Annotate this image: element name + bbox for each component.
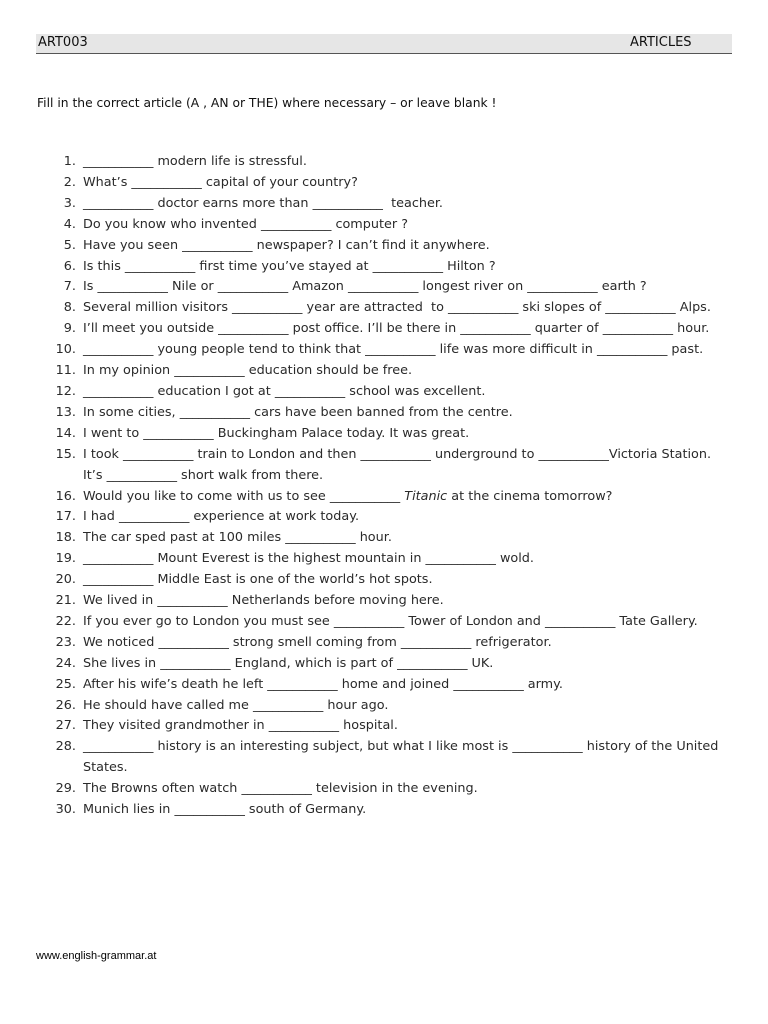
exercise-item-14 (40, 424, 740, 445)
item-sentence: They visited grandmother in ___________ hospital. (83, 718, 398, 734)
item-sentence: After his wife’s death he left ___________ home and joined ___________ army. (83, 676, 563, 692)
exercise-item-27 (40, 716, 740, 737)
item-sentence: Do you know who invented ___________ computer ? (83, 216, 409, 232)
item-number: 15. (55, 446, 76, 462)
item-sentence-start: Would you like to come with us to see ___________ (83, 488, 405, 504)
item-number: 3. (63, 195, 76, 211)
item-sentence: Several million visitors ___________ year are attracted to ___________ ski slopes of ___________ Alps. (83, 300, 711, 316)
item-number: 17. (55, 509, 76, 525)
exercise-item-19 (40, 549, 740, 570)
item-sentence-continued: States. (83, 760, 128, 776)
item-sentence: ___________ education I got at ___________ school was excellent. (83, 383, 486, 399)
item-sentence: Is this ___________ first time you’ve stayed at ___________ Hilton ? (83, 258, 496, 274)
item-sentence: ___________ doctor earns more than ___________ teacher. (83, 195, 443, 211)
item-number: 6. (63, 258, 76, 274)
item-number: 22. (55, 613, 76, 629)
item-sentence: Have you seen ___________ newspaper? I can’t find it anywhere. (83, 237, 490, 253)
exercise-item-28 (40, 737, 740, 779)
exercise-item-16 (40, 487, 740, 508)
item-number: 30. (55, 802, 76, 818)
item-sentence: I had ___________ experience at work today. (83, 509, 360, 525)
item-number: 12. (55, 383, 76, 399)
item-sentence: In some cities, ___________ cars have been banned from the centre. (83, 404, 513, 420)
item-number: 10. (55, 342, 76, 358)
exercise-item-13 (40, 403, 740, 424)
item-number: 4. (63, 216, 76, 232)
item-sentence: I took ___________ train to London and then ___________ underground to ___________Victoria Station. (83, 446, 712, 462)
item-sentence: If you ever go to London you must see ___________ Tower of London and ___________ Tate Gallery. (83, 613, 698, 629)
item-sentence: The car sped past at 100 miles ___________ hour. (83, 530, 392, 546)
exercise-item-2 (40, 173, 740, 194)
exercise-item-3 (40, 194, 740, 215)
item-number: 5. (63, 237, 76, 253)
worksheet-topic: ARTICLES (630, 35, 692, 50)
item-number: 20. (55, 572, 76, 588)
exercise-item-21 (40, 591, 740, 612)
exercise-item-23 (40, 633, 740, 654)
item-sentence: He should have called me ___________ hour ago. (83, 697, 389, 713)
item-sentence: We noticed ___________ strong smell coming from ___________ refrigerator. (83, 634, 552, 650)
exercise-item-1 (40, 152, 740, 173)
item-sentence: In my opinion ___________ education should be free. (83, 363, 413, 379)
item-number: 29. (55, 781, 76, 797)
film-title: Titanic (404, 488, 448, 504)
exercise-item-15 (40, 445, 740, 487)
item-sentence: The Browns often watch ___________ television in the evening. (83, 781, 478, 797)
exercise-item-20 (40, 570, 740, 591)
item-number: 18. (55, 530, 76, 546)
item-sentence: I’ll meet you outside ___________ post office. I’ll be there in ___________ quarter of ___________ hour. (83, 321, 710, 337)
item-sentence: ___________ young people tend to think that ___________ life was more difficult in ___________ past. (83, 342, 704, 358)
exercise-item-17 (40, 507, 740, 528)
item-number: 16. (55, 488, 76, 504)
exercise-item-29 (40, 779, 740, 800)
item-sentence: ___________ Middle East is one of the world’s hot spots. (83, 572, 433, 588)
exercise-item-10 (40, 340, 740, 361)
exercise-item-18 (40, 528, 740, 549)
item-number: 13. (55, 404, 76, 420)
item-sentence-end: at the cinema tomorrow? (447, 488, 613, 504)
item-sentence: I went to ___________ Buckingham Palace today. It was great. (83, 425, 470, 441)
item-number: 14. (55, 425, 76, 441)
item-sentence: What’s ___________ capital of your country? (83, 174, 358, 190)
item-number: 25. (55, 676, 76, 692)
item-number: 9. (63, 321, 76, 337)
exercise-item-24 (40, 654, 740, 675)
item-sentence: ___________ modern life is stressful. (83, 154, 307, 169)
exercise-item-5 (40, 236, 740, 257)
exercise-item-25 (40, 675, 740, 696)
exercise-item-30 (40, 800, 740, 821)
item-sentence: ___________ history is an interesting subject, but what I like most is ___________ history of the United (83, 739, 719, 755)
exercise-item-6 (40, 257, 740, 278)
item-sentence-continued: It’s ___________ short walk from there. (83, 467, 324, 483)
item-number: 2. (63, 174, 76, 190)
item-number: 28. (55, 739, 76, 755)
website-url: www.english-grammar.at (36, 950, 157, 962)
item-number: 19. (55, 551, 76, 567)
item-number: 8. (63, 300, 76, 316)
item-sentence: Is ___________ Nile or ___________ Amazon ___________ longest river on ___________ earth ? (83, 279, 647, 295)
item-number: 23. (55, 634, 76, 650)
item-sentence: Munich lies in ___________ south of Germany. (83, 802, 367, 818)
header-bar (36, 34, 732, 54)
exercise-item-8 (40, 298, 740, 319)
exercise-item-9 (40, 319, 740, 340)
instruction-text: Fill in the correct article (A , AN or THE) where necessary – or leave blank ! (37, 96, 497, 110)
item-number: 7. (63, 279, 76, 295)
worksheet-code: ART003 (38, 35, 88, 50)
item-number: 11. (55, 363, 76, 379)
exercise-item-7 (40, 277, 740, 298)
item-sentence: ___________ Mount Everest is the highest mountain in ___________ wold. (83, 551, 534, 567)
item-number: 21. (55, 593, 76, 609)
exercise-item-12 (40, 382, 740, 403)
item-sentence: She lives in ___________ England, which is part of ___________ UK. (83, 655, 494, 671)
item-sentence: We lived in ___________ Netherlands before moving here. (83, 593, 444, 609)
item-number: 26. (55, 697, 76, 713)
exercise-list (40, 152, 740, 821)
item-number: 27. (55, 718, 76, 734)
exercise-item-4 (40, 215, 740, 236)
exercise-item-11 (40, 361, 740, 382)
item-number: 1. (63, 154, 76, 169)
exercise-item-22 (40, 612, 740, 633)
item-number: 24. (55, 655, 76, 671)
exercise-item-26 (40, 696, 740, 717)
